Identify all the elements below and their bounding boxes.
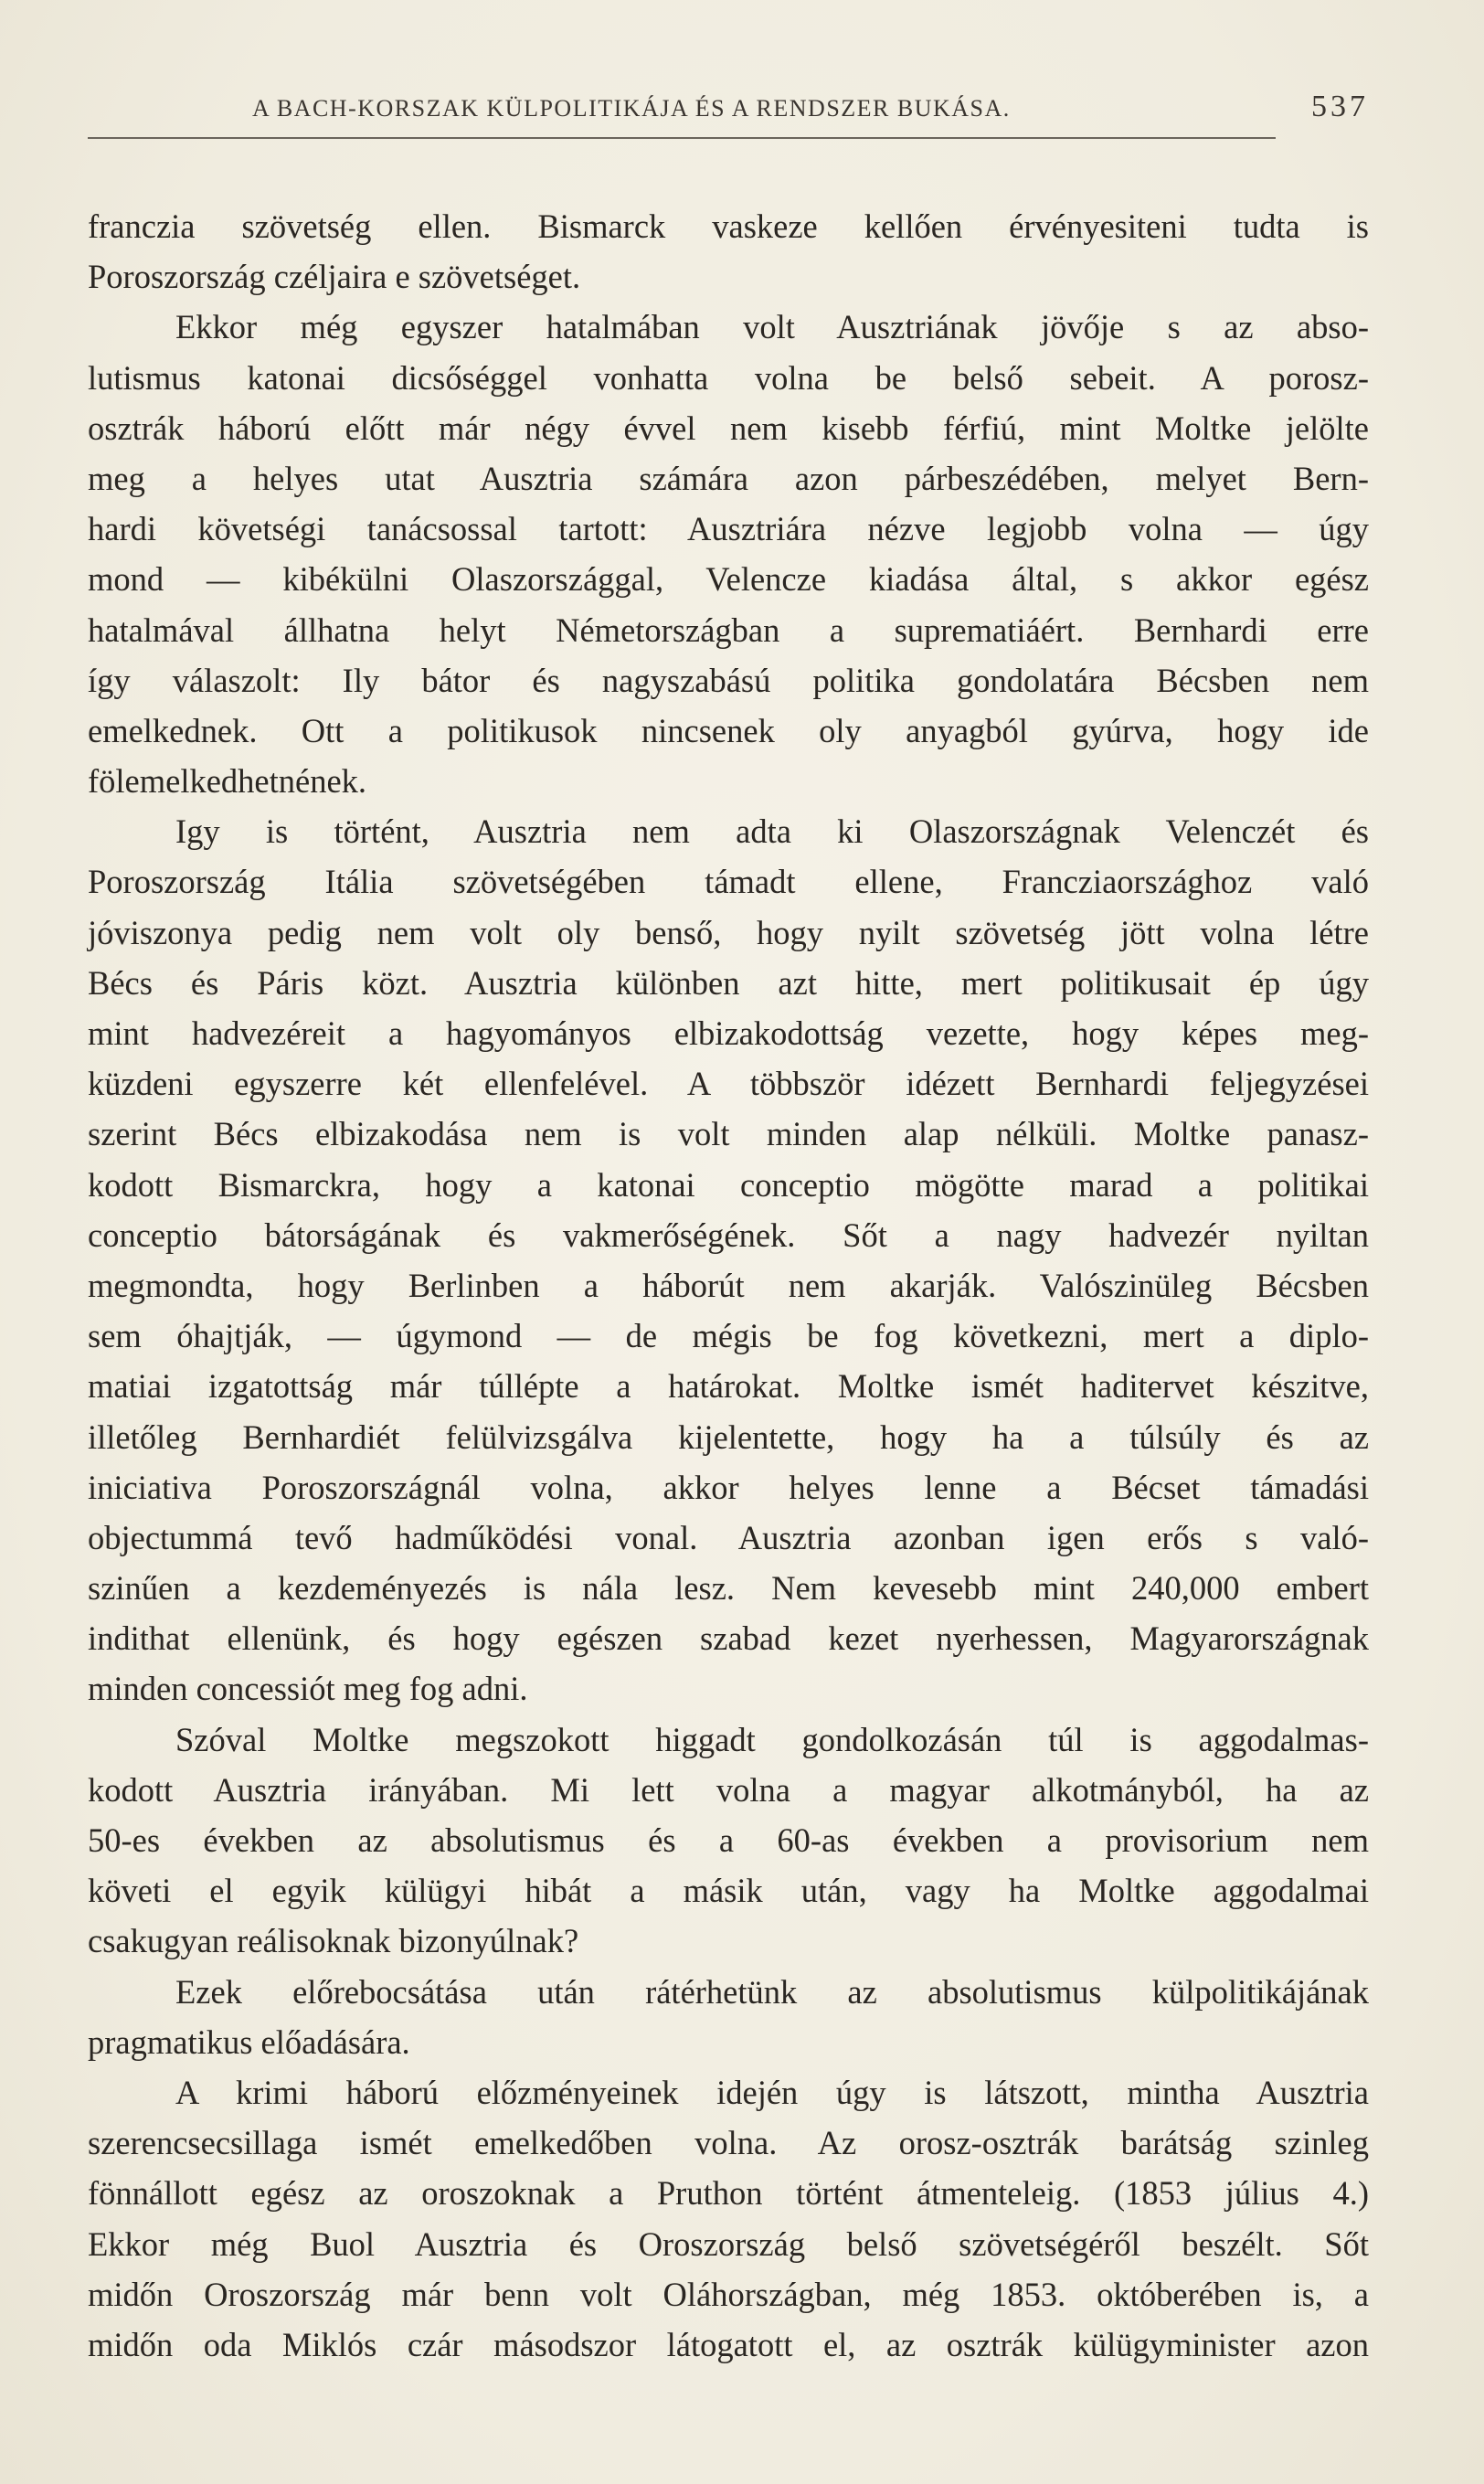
text-line: conceptio bátorságának és vakmerőségének. Sőt a nagy hadvezér nyiltan	[88, 1215, 1369, 1254]
text-line: 50-es években az absolutismus és a 60-as években a provisorium nem	[88, 1821, 1369, 1859]
text-line: szerencsecsillaga ismét emelkedőben volna. Az orosz-osztrák barátság szinleg	[88, 2124, 1369, 2162]
text-line: jóviszonya pedig nem volt oly benső, hogy nyilt szövetség jött volna létre	[88, 913, 1369, 951]
text-line: A krimi háború előzményeinek idején úgy is látszott, mintha Ausztria	[175, 2073, 1369, 2111]
text-line: illetőleg Bernhardiét felülvizsgálva kijelentette, hogy ha a túlsúly és az	[88, 1417, 1369, 1456]
running-header	[88, 90, 1369, 130]
text-line: objectummá tevő hadműködési vonal. Ausztria azonban igen erős s való-	[88, 1518, 1369, 1556]
text-line: minden concessiót meg fog adni.	[88, 1670, 528, 1708]
text-line: Poroszország Itália szövetségében támadt ellene, Francziaországhoz való	[88, 863, 1369, 901]
text-line: hatalmával állhatna helyt Németországban a suprematiáért. Bernhardi erre	[88, 610, 1369, 649]
text-line: iniciativa Poroszországnál volna, akkor helyes lenne a Bécset támadási	[88, 1468, 1369, 1506]
text-line: pragmatikus előadására.	[88, 2022, 410, 2061]
text-line: Poroszország czéljaira e szövetséget.	[88, 258, 581, 296]
text-line: sem óhajtják, — úgymond — de mégis be fog következni, mert a diplo-	[88, 1317, 1369, 1355]
text-line: Ekkor még egyszer hatalmában volt Ausztriának jövője s az abso-	[175, 308, 1369, 346]
text-line: matiai izgatottság már túllépte a határokat. Moltke ismét haditervet készitve,	[88, 1367, 1369, 1406]
text-line: osztrák háború előtt már négy évvel nem kisebb férfiú, mint Moltke jelölte	[88, 409, 1369, 447]
text-line: szinűen a kezdeményezés is nála lesz. Nem kevesebb mint 240,000 embert	[88, 1569, 1369, 1608]
text-line: így válaszolt: Ily bátor és nagyszabású politika gondolatára Bécsben nem	[88, 661, 1369, 699]
text-line: midőn oda Miklós czár másodszor látogatott el, az osztrák külügyminister azon	[88, 2325, 1369, 2363]
text-line: mint hadvezéreit a hagyományos elbizakodottság vezette, hogy képes meg-	[88, 1014, 1369, 1052]
text-line: Szóval Moltke megszokott higgadt gondolkozásán túl is aggodalmas-	[175, 1720, 1369, 1758]
text-line: lutismus katonai dicsőséggel vonhatta volna be belső sebeit. A porosz-	[88, 358, 1369, 397]
text-line: emelkednek. Ott a politikusok nincsenek oly anyagból gyúrva, hogy ide	[88, 711, 1369, 749]
text-line: Ezek előrebocsátása után rátérhetünk az absolutismus külpolitikájának	[175, 1972, 1369, 2011]
text-line: hardi követségi tanácsossal tartott: Ausztriára nézve legjobb volna — úgy	[88, 510, 1369, 548]
text-line: kodott Bismarckra, hogy a katonai conceptio mögötte marad a politikai	[88, 1165, 1369, 1204]
text-line: midőn Oroszország már benn volt Oláhországban, még 1853. októberében is, a	[88, 2275, 1369, 2313]
text-line: csakugyan reálisoknak bizonyúlnak?	[88, 1922, 579, 1960]
text-line: indithat ellenünk, és hogy egészen szabad kezet nyerhessen, Magyarországnak	[88, 1619, 1369, 1658]
body-text	[88, 201, 1369, 2370]
page-number: 537	[1311, 90, 1369, 123]
text-line: Bécs és Páris közt. Ausztria különben azt hitte, mert politikusait ép úgy	[88, 963, 1369, 1002]
text-line: franczia szövetség ellen. Bismarck vaskeze kellően érvényesiteni tudta is	[88, 207, 1369, 245]
text-line: fölemelkedhetnének.	[88, 762, 367, 801]
text-line: Igy is történt, Ausztria nem adta ki Olaszországnak Velenczét és	[175, 812, 1369, 851]
running-title: A BACH-KORSZAK KÜLPOLITIKÁJA ÉS A RENDSZER BUKÁSA.	[252, 95, 1011, 122]
header-rule	[88, 137, 1276, 139]
text-line: követi el egyik külügyi hibát a másik után, vagy ha Moltke aggodalmai	[88, 1872, 1369, 1910]
text-line: küzdeni egyszerre két ellenfelével. A többször idézett Bernhardi feljegyzései	[88, 1065, 1369, 1103]
text-line: Ekkor még Buol Ausztria és Oroszország belső szövetségéről beszélt. Sőt	[88, 2224, 1369, 2263]
text-line: szerint Bécs elbizakodása nem is volt minden alap nélküli. Moltke panasz-	[88, 1115, 1369, 1153]
text-line: mond — kibékülni Olaszországgal, Velencze kiadása által, s akkor egész	[88, 560, 1369, 599]
text-line: kodott Ausztria irányában. Mi lett volna a magyar alkotmányból, ha az	[88, 1770, 1369, 1809]
text-line: megmondta, hogy Berlinben a háborút nem akarják. Valószinüleg Bécsben	[88, 1266, 1369, 1304]
text-line: fönnállott egész az oroszoknak a Pruthon történt átmenteleig. (1853 július 4.)	[88, 2174, 1369, 2213]
text-line: meg a helyes utat Ausztria számára azon párbeszédében, melyet Bern-	[88, 459, 1369, 497]
